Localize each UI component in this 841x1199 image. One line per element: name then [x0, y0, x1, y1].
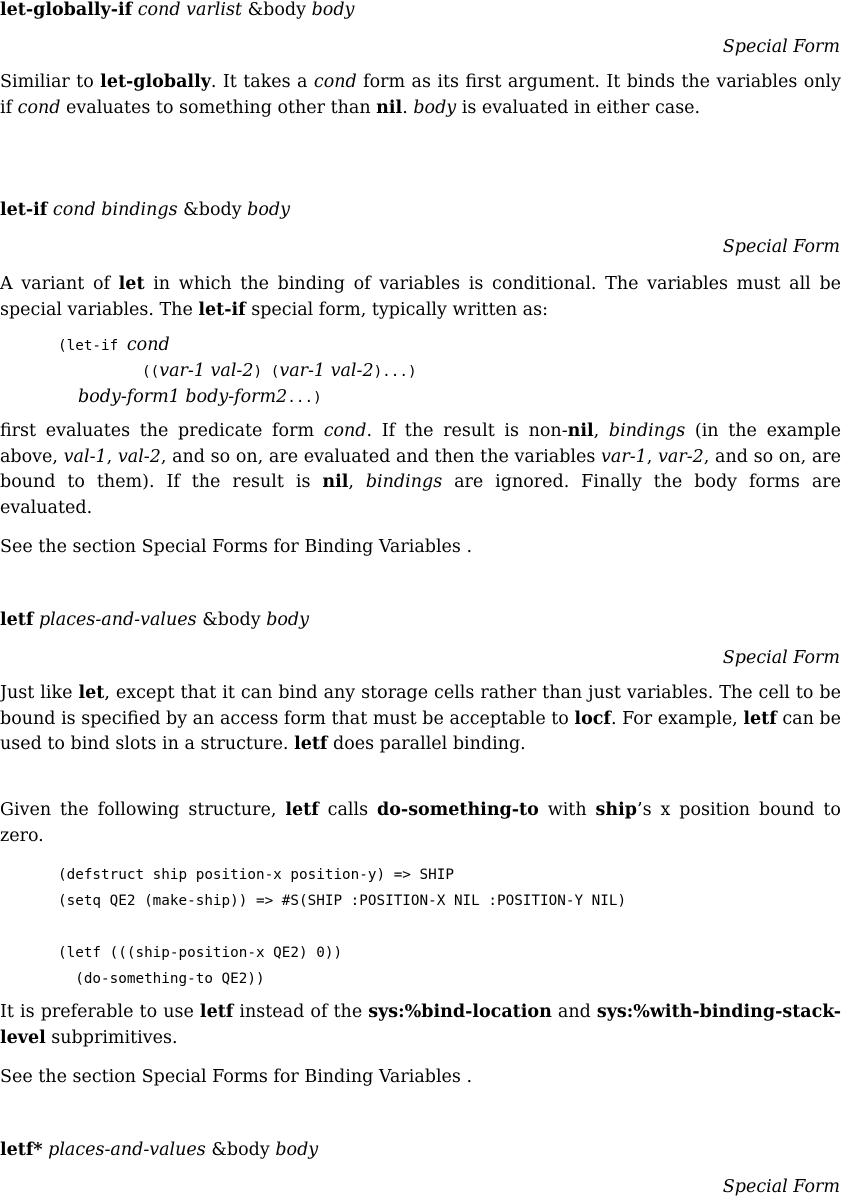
function-name: let-if: [0, 200, 48, 220]
see-also: See the section Special Forms for Binding Variables .: [0, 537, 473, 557]
entry-category: Special Form: [722, 237, 840, 257]
function-name: letf*: [0, 1140, 43, 1160]
body-keyword: &body: [247, 0, 306, 20]
code-line: (setq QE2 (make-ship)) => #S(SHIP :POSITION-X NIL :POSITION-Y NIL): [58, 893, 627, 909]
entry-description: first evaluates the predicate form cond. If the result is non-nil, bindings (in the example above, val-1, val-2, and so on, are evaluated and then the variables var-1, var-2, and so on, are bound to them). If the result is nil, bindings are ignored. Finally the body forms are evaluated.: [0, 421, 841, 518]
function-args: cond varlist: [137, 0, 243, 20]
entry-category: Special Form: [722, 648, 840, 668]
cross-reference-link[interactable]: Special Forms for Binding Variables: [141, 1067, 461, 1087]
see-also: See the section Special Forms for Binding Variables .: [0, 1067, 473, 1087]
function-args: cond bindings: [52, 200, 178, 220]
entry-description: Just like let, except that it can bind any storage cells rather than just variables. The cell to be bound is specified by an access form that must be acceptable to locf. For example, letf can be used to bind slots in a structure. letf does parallel binding.: [0, 683, 841, 755]
entry-description: It is preferable to use letf instead of the sys:%bind-location and sys:%with-binding-stack-level subprimitives.: [0, 1002, 841, 1048]
entry-description: Similiar to let-globally. It takes a cond form as its first argument. It binds the variables only if cond evaluates to something other than nil. body is evaluated in either case.: [0, 72, 841, 118]
function-args: places-and-values: [48, 1140, 206, 1160]
body-keyword: &body: [202, 610, 261, 630]
function-name: letf: [0, 610, 34, 630]
entry-description: Given the following structure, letf calls do-something-to with ship’s x position bound to zero.: [0, 800, 841, 846]
entry-category: Special Form: [722, 1177, 840, 1197]
body-arg: body: [275, 1140, 319, 1160]
function-name: let-globally-if: [0, 0, 133, 20]
code-line: (defstruct ship position-x position-y) => SHIP: [58, 867, 454, 883]
entry-header-letf-star: [0, 1139, 318, 1161]
cross-reference-link[interactable]: Special Forms for Binding Variables: [141, 537, 461, 557]
code-example-line: ((var-1 val-2) (var-1 val-2)...): [142, 361, 417, 381]
body-arg: body: [266, 610, 310, 630]
code-line: (do-something-to QE2)): [58, 971, 265, 987]
body-keyword: &body: [183, 200, 242, 220]
code-example-line: body-form1 body-form2...): [78, 387, 322, 407]
code-example: (let-if cond: [58, 335, 170, 355]
entry-description: A variant of let in which the binding of variables is conditional. The variables must all be special variables. The let-if special form, typically written as:: [0, 274, 841, 320]
body-arg: body: [311, 0, 355, 20]
entry-header-let-if: [0, 199, 290, 221]
entry-header-letf: [0, 609, 309, 631]
body-keyword: &body: [211, 1140, 270, 1160]
entry-header-let-globally-if: [0, 0, 354, 21]
body-arg: body: [247, 200, 290, 220]
function-args: places-and-values: [38, 610, 197, 630]
code-line: (letf (((ship-position-x QE2) 0)): [58, 945, 343, 961]
entry-category: Special Form: [722, 37, 840, 57]
